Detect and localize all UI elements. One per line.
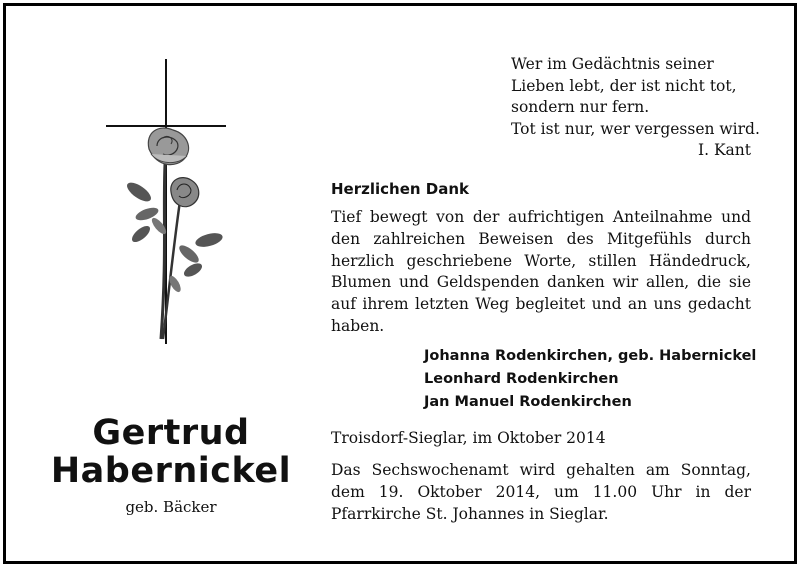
quote-line: Tot ist nur, wer vergessen wird.: [511, 119, 760, 138]
thanks-heading: Herzlichen Dank: [331, 180, 470, 198]
quote-line: Lieben lebt, der ist nicht tot,: [511, 76, 737, 95]
deceased-first-name: Gertrud: [92, 413, 250, 453]
signature-name: Johanna Rodenkirchen, geb. Habernickel: [424, 348, 757, 364]
obituary-card: [3, 3, 797, 564]
signature-name: Jan Manuel Rodenkirchen: [424, 394, 632, 410]
thanks-text: Tief bewegt von der aufrichtigen Anteilnahme und den zahlreichen Beweisen des Mitgefühls durch herzlich geschriebene Worte, stillen Händedruck, Blumen und Geldspenden danken wir allen, die sie auf ihrem letzten Weg begleitet und an uns gedacht haben.: [331, 208, 751, 335]
quote-line: Wer im Gedächtnis seiner: [511, 55, 714, 73]
place-date: Troisdorf-Sieglar, im Oktober 2014: [331, 429, 606, 447]
deceased-name-block: [16, 414, 326, 516]
cross-and-rose-icon: [101, 54, 231, 354]
signatures: [331, 345, 757, 414]
deceased-last-name: Habernickel: [50, 451, 292, 491]
mass-notice: Das Sechswochenamt wird gehalten am Sonntag, dem 19. Oktober 2014, um 11.00 Uhr in der Pfarrkirche St. Johannes in Sieglar.: [331, 461, 751, 523]
quote-author: I. Kant: [697, 141, 751, 159]
quote-line: sondern nur fern.: [511, 98, 650, 116]
kant-quote: [511, 54, 760, 162]
right-column: [331, 6, 760, 561]
deceased-maiden-name: geb. Bäcker: [125, 498, 217, 516]
left-column: [6, 6, 336, 561]
signature-name: Leonhard Rodenkirchen: [424, 371, 619, 387]
